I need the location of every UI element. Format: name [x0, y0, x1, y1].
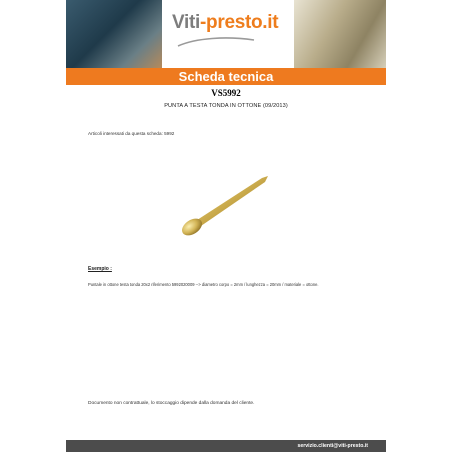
- brand-logo[interactable]: [172, 12, 292, 52]
- section-title: Scheda tecnica: [178, 69, 274, 84]
- datasheet-page: [66, 0, 386, 452]
- example-label: Esempio :: [88, 266, 112, 272]
- disclaimer-text: Documento non contrattuale, lo stoccaggio dipende dalla domanda del cliente.: [88, 401, 255, 406]
- header-banner: [66, 0, 386, 68]
- banner-photo-screws: [294, 0, 386, 68]
- example-text: Puntale in ottone testa tonda 20x2 riferimento 5992020009 --> diametro corpo = 2mm / lunghezza = 20mm / materiale = ottone.: [88, 282, 319, 287]
- logo-swoosh-icon: [176, 36, 256, 48]
- logo-text: [172, 12, 278, 34]
- logo-text-part1: Viti: [172, 12, 201, 33]
- footer-bar: [66, 440, 386, 452]
- brass-nail-image: [178, 170, 278, 242]
- banner-photo-workshop: [66, 0, 162, 68]
- section-title-bar: [66, 68, 386, 85]
- logo-text-part2: -presto.it: [200, 12, 279, 33]
- footer-email-link[interactable]: servizio.clienti@viti-presto.it: [297, 443, 368, 449]
- articles-line: Articoli interessati da questa scheda: 5992: [88, 131, 175, 136]
- product-code: VS5992: [211, 88, 241, 98]
- product-subtitle: PUNTA A TESTA TONDA IN OTTONE (09/2013): [164, 103, 288, 109]
